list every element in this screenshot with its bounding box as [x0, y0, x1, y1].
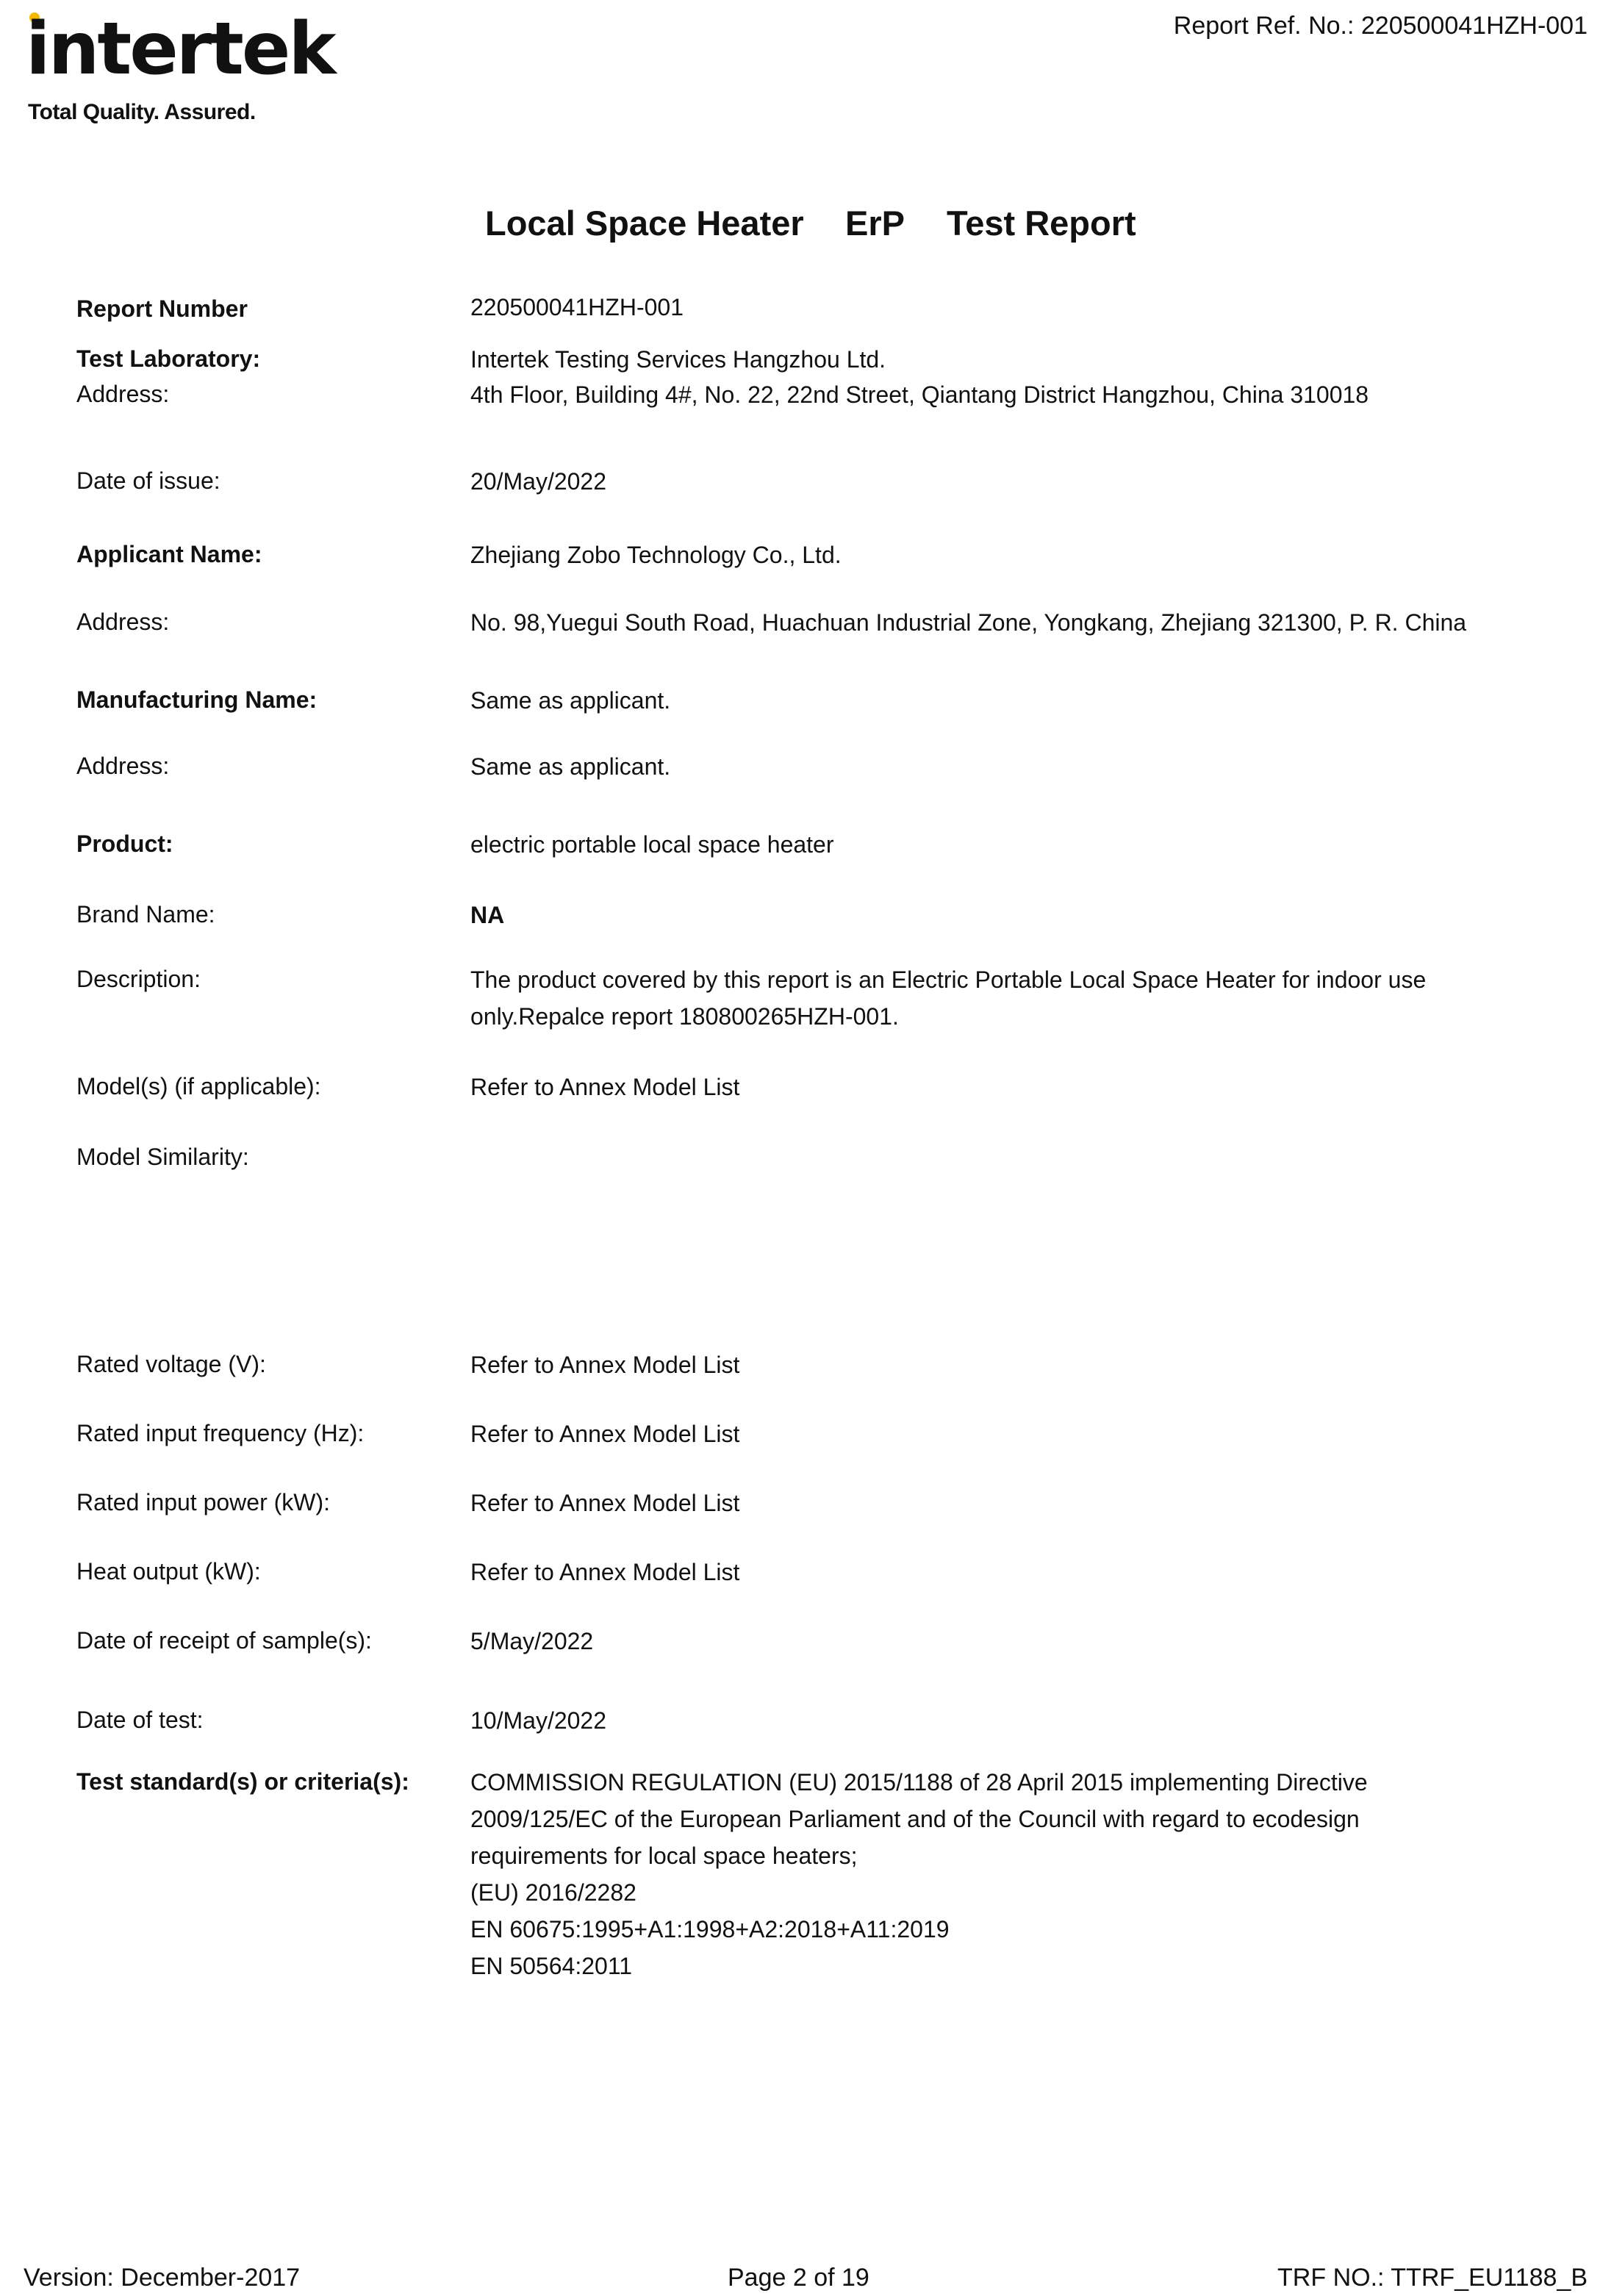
title-part-1: Local Space Heater: [485, 204, 804, 243]
value-product: electric portable local space heater: [470, 831, 834, 858]
label-manufacturer: Manufacturing Name:: [76, 686, 318, 713]
label-applicant: Applicant Name:: [76, 541, 262, 567]
standard-line: EN 50564:2011: [470, 1953, 633, 1979]
label-report-number: Report Number: [76, 295, 248, 322]
label-description: Description:: [76, 966, 201, 992]
label-rated-frequency: Rated input frequency (Hz):: [76, 1420, 365, 1446]
value-date-test: 10/May/2022: [470, 1707, 607, 1734]
title-part-2: ErP: [845, 204, 905, 243]
footer-trf: TRF NO.: TTRF_EU1188_B: [1277, 2264, 1588, 2292]
value-lab-address: 4th Floor, Building 4#, No. 22, 22nd Street, Qiantang District Hangzhou, China 310018: [470, 381, 1369, 408]
standard-line: COMMISSION REGULATION (EU) 2015/1188 of 28 April 2015 implementing Directive: [470, 1769, 1368, 1795]
value-description: The product covered by this report is an Electric Portable Local Space Heater for indoor use only.Repalce report 180800265HZH-001.: [470, 966, 1427, 1030]
standard-line: 2009/125/EC of the European Parliament and of the Council with regard to ecodesign: [470, 1806, 1360, 1832]
report-ref: Report Ref. No.: 220500041HZH-001: [1173, 12, 1588, 40]
value-applicant: Zhejiang Zobo Technology Co., Ltd.: [470, 542, 842, 568]
label-date-receipt: Date of receipt of sample(s):: [76, 1627, 372, 1654]
value-date-issue: 20/May/2022: [470, 468, 607, 495]
value-manufacturer: Same as applicant.: [470, 687, 671, 714]
label-product: Product:: [76, 830, 173, 857]
footer-version: Version: December-2017: [24, 2264, 301, 2292]
label-standards: Test standard(s) or criteria(s):: [76, 1768, 409, 1795]
label-model-similarity: Model Similarity:: [76, 1144, 249, 1170]
value-heat-output: Refer to Annex Model List: [470, 1559, 740, 1585]
label-date-issue: Date of issue:: [76, 467, 220, 494]
label-rated-power: Rated input power (kW):: [76, 1489, 331, 1515]
label-test-lab: Test Laboratory:: [76, 345, 261, 372]
value-brand: NA: [470, 902, 505, 928]
label-rated-voltage: Rated voltage (V):: [76, 1351, 266, 1377]
footer-page: Page 2 of 19: [728, 2264, 869, 2292]
label-lab-address: Address:: [76, 381, 170, 407]
value-report-number: 220500041HZH-001: [470, 294, 684, 320]
standard-line: (EU) 2016/2282: [470, 1879, 636, 1906]
value-date-receipt: 5/May/2022: [470, 1628, 594, 1654]
standard-line: requirements for local space heaters;: [470, 1843, 858, 1869]
intertek-logo: [22, 10, 412, 125]
value-applicant-address: No. 98,Yuegui South Road, Huachuan Industrial Zone, Yongkang, Zhejiang 321300, P. R. China: [470, 609, 1467, 636]
value-standards: [470, 1764, 1368, 1984]
value-test-lab: Intertek Testing Services Hangzhou Ltd.: [470, 346, 886, 373]
label-brand: Brand Name:: [76, 901, 215, 928]
label-heat-output: Heat output (kW):: [76, 1558, 261, 1585]
value-manufacturer-address: Same as applicant.: [470, 753, 671, 780]
label-manufacturer-address: Address:: [76, 753, 170, 779]
value-models: Refer to Annex Model List: [470, 1074, 740, 1100]
title-part-3: Test Report: [947, 204, 1136, 243]
label-date-test: Date of test:: [76, 1707, 204, 1733]
svg-text:intertek: intertek: [26, 10, 334, 76]
logo-wordmark-icon: [22, 10, 412, 76]
standard-line: EN 60675:1995+A1:1998+A2:2018+A11:2019: [470, 1916, 950, 1942]
label-applicant-address: Address:: [76, 609, 170, 635]
value-rated-power: Refer to Annex Model List: [470, 1490, 740, 1516]
value-rated-voltage: Refer to Annex Model List: [470, 1352, 740, 1378]
label-models: Model(s) (if applicable):: [76, 1073, 321, 1099]
value-rated-frequency: Refer to Annex Model List: [470, 1421, 740, 1447]
logo-tagline: Total Quality. Assured.: [28, 100, 256, 124]
